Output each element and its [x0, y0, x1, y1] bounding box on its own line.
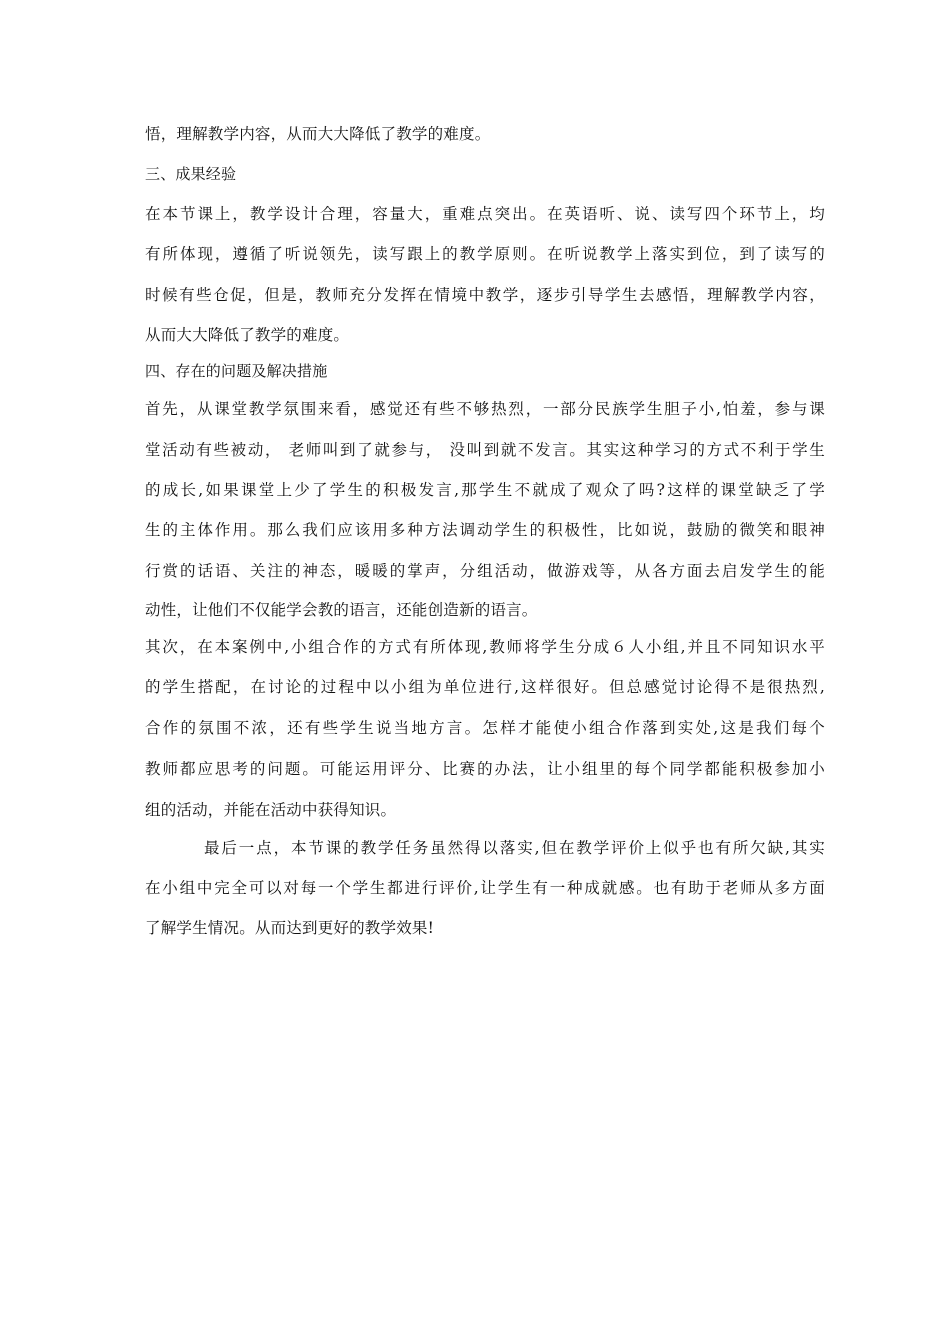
paragraph-line: 在小组中完全可以对每一个学生都进行评价,让学生有一种成就感。也有助于老师从多方面 — [145, 879, 825, 897]
section-heading-problems: 四、存在的问题及解决措施 — [145, 362, 328, 380]
paragraph-line: 的成长,如果课堂上少了学生的积极发言,那学生不就成了观众了吗?这样的课堂缺乏了学 — [145, 481, 825, 499]
paragraph-line: 行赏的话语、关注的神态，暖暖的掌声，分组活动，做游戏等，从各方面去启发学生的能 — [145, 562, 825, 580]
paragraph-line: 的学生搭配，在讨论的过程中以小组为单位进行,这样很好。但总感觉讨论得不是很热烈, — [145, 678, 825, 696]
paragraph-line: 有所体现，遵循了听说领先，读写跟上的教学原则。在听说教学上落实到位，到了读写的 — [145, 245, 825, 263]
paragraph-line: 堂活动有些被动， 老师叫到了就参与， 没叫到就不发言。其实这种学习的方式不利于学生 — [145, 441, 825, 459]
paragraph-line: 时候有些仓促，但是，教师充分发挥在情境中教学，逐步引导学生去感悟，理解教学内容， — [145, 286, 825, 304]
paragraph-line: 了解学生情况。从而达到更好的教学效果! — [145, 919, 435, 937]
paragraph-line: 在本节课上，教学设计合理，容量大，重难点突出。在英语听、说、读写四个环节上，均 — [145, 205, 825, 223]
paragraph-line: 教师都应思考的问题。可能运用评分、比赛的办法，让小组里的每个同学都能积极参加小 — [145, 760, 825, 778]
paragraph-line: 首先，从课堂教学氛围来看，感觉还有些不够热烈，一部分民族学生胆子小,怕羞，参与课 — [145, 400, 825, 418]
paragraph-line: 从而大大降低了教学的难度。 — [145, 326, 350, 344]
paragraph-line: 其次，在本案例中,小组合作的方式有所体现,教师将学生分成６人小组,并且不同知识水平 — [145, 638, 825, 656]
paragraph-line: 合作的氛围不浓，还有些学生说当地方言。怎样才能使小组合作落到实处,这是我们每个 — [145, 719, 825, 737]
paragraph-line: 组的活动，并能在活动中获得知识。 — [145, 801, 397, 819]
paragraph-line: 动性，让他们不仅能学会教的语言，还能创造新的语言。 — [145, 601, 538, 619]
section-heading-results: 三、成果经验 — [145, 165, 237, 183]
paragraph-line: 生的主体作用。那么我们应该用多种方法调动学生的积极性，比如说，鼓励的微笑和眼神 — [145, 521, 825, 539]
paragraph-line: 悟，理解教学内容，从而大大降低了教学的难度。 — [145, 125, 491, 143]
paragraph-line-indented: 最后一点，本节课的教学任务虽然得以落实,但在教学评价上似乎也有所欠缺,其实 — [204, 839, 825, 857]
